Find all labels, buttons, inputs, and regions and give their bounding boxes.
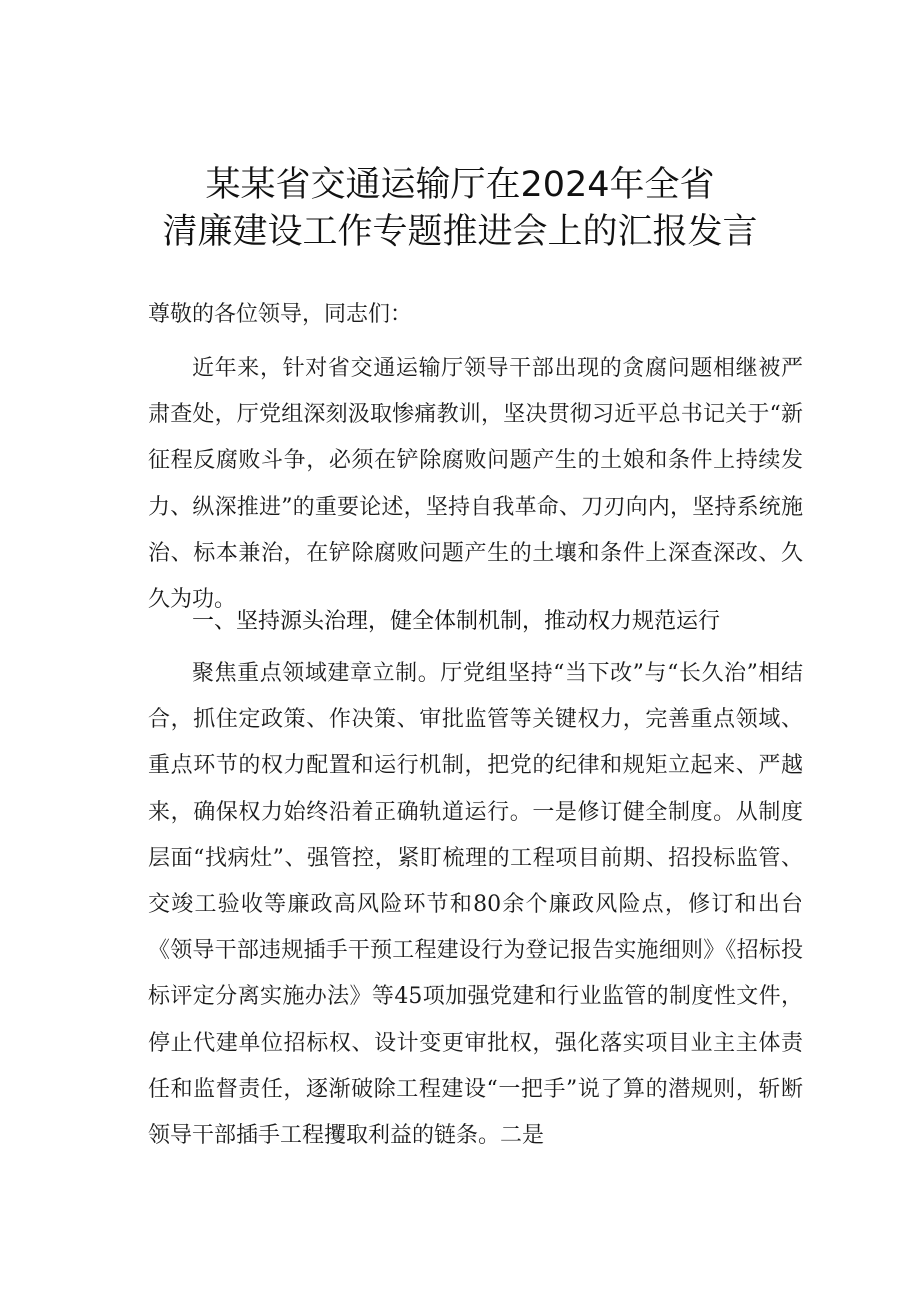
salutation: 尊敬的各位领导，同志们： <box>148 302 413 327</box>
document-title-line-2: 清廉建设工作专题推进会上的汇报发言 <box>162 212 758 252</box>
section-1-body-paragraph: 聚焦重点领域建章立制。厅党组坚持“当下改”与“长久治”相结合，抓住定政策、作决策、审批监管等关键权力，完善重点领域、重点环节的权力配置和运行机制，把党的纪律和规矩立起来、严越来，确保权力始终沿着正确轨道运行。一是修订健全制度。从制度层面“找病灶”、强管控，紧盯梳理的工程项目前期、招投标监管、交竣工验收等廉政高风险环节和80余个廉政风险点，修订和出台《领导干部违规插手干预工程建设行为登记报告实施细则》《招标投标评定分离实施办法》等45项加强党建和行业监管的制度性文件，停止代建单位招标权、设计变更审批权，强化落实项目业主主体责任和监督责任，逐渐破除工程建设“一把手”说了算的潜规则，斩断领导干部插手工程攫取利益的链条。二是 <box>148 661 803 1149</box>
section-1-heading: 一、坚持源头治理，健全体制机制，推动权力规范运行 <box>192 609 721 634</box>
intro-paragraph: 近年来，针对省交通运输厅领导干部出现的贪腐问题相继被严肃查处，厅党组深刻汲取惨痛教训，坚决贯彻习近平总书记关于“新征程反腐败斗争，必须在铲除腐败问题产生的土娘和条件上持续发力、纵深推进”的重要论述，坚持自我革命、刀刃向内，坚持系统施治、标本兼治，在铲除腐败问题产生的土壤和条件上深查深改、久久为功。 <box>148 356 803 613</box>
document-title-line-1: 某某省交通运输厅在2024年全省 <box>205 165 715 205</box>
